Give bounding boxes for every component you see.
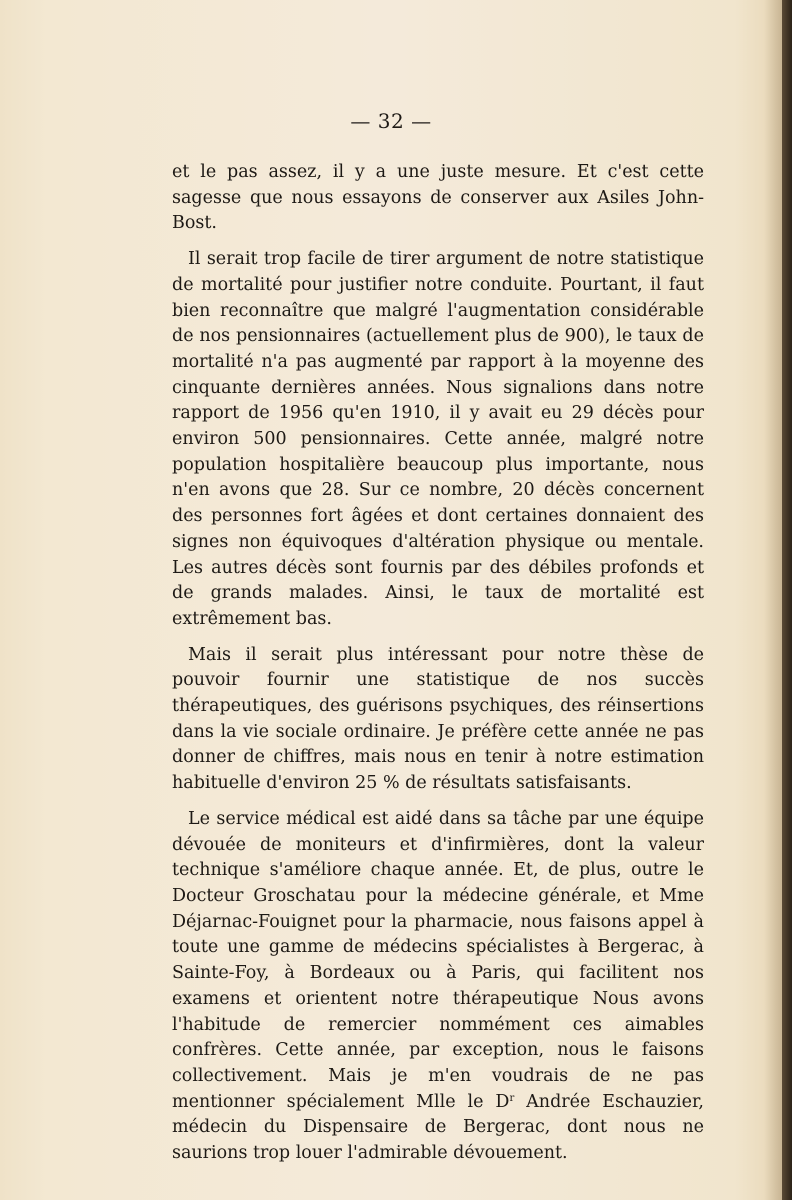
body-text xyxy=(172,160,704,1177)
doctor-abbreviation-superscript: r xyxy=(509,1092,515,1104)
paragraph-4 xyxy=(172,807,704,1167)
paragraph-2: Il serait trop facile de tirer argument de notre statistique de mortalité pour justifier notre conduite. Pourtant, il faut bien reconnaître que malgré l'augmentation considérable de nos pensionnaires (actuellement plus de 900), le taux de mortalité n'a pas augmenté par rapport à la moyenne des cinquante dernières années. Nous signalions dans notre rapport de 1956 qu'en 1910, il y avait eu 29 décès pour environ 500 pensionnaires. Cette année, malgré notre population hospitalière beaucoup plus importante, nous n'en avons que 28. Sur ce nombre, 20 décès concernent des personnes fort âgées et dont certaines donnaient des signes non équivoques d'altération physique ou mentale. Les autres décès sont fournis par des débiles profonds et de grands malades. Ainsi, le taux de mortalité est extrêmement bas. xyxy=(172,249,704,629)
paragraph-1: et le pas assez, il y a une juste mesure. Et c'est cette sagesse que nous essayons de conserver aux Asiles John-Bost. xyxy=(172,162,704,234)
paragraph-4-text-end: Andrée Eschauzier, médecin du Dispensaire de Bergerac, dont nous ne saurions trop louer l'admirable dévouement. xyxy=(172,1091,704,1164)
page-edge-shadow xyxy=(782,0,792,1200)
paragraph-3: Mais il serait plus intéressant pour notre thèse de pouvoir fournir une statistique de nos succès thérapeutiques, des guérisons psychiques, des réinsertions dans la vie sociale ordinaire. Je préfère cette année ne pas donner de chiffres, mais nous en tenir à notre estimation habituelle d'environ 25 % de résultats satisfaisants. xyxy=(172,644,704,794)
page-number: — 32 — xyxy=(350,109,432,133)
paragraph-4-text-start: Le service médical est aidé dans sa tâche par une équipe dévouée de moniteurs et d'infirmières, dont la valeur technique s'améliore chaque année. Et, de plus, outre le Docteur Groschatau pour la médecine générale, et Mme Déjarnac-Fouignet pour la pharmacie, nous faisons appel à toute une gamme de médecins spécialistes à Bergerac, à Sainte-Foy, à Bordeaux ou à Paris, qui facilitent nos examens et orientent notre thérapeutique Nous avons l'habitude de remercier nommément ces aimables confrères. Cette année, par exception, nous le faisons collectivement. Mais je m'en voudrais de ne pas mentionner spécialement Mlle le D xyxy=(172,808,704,1112)
